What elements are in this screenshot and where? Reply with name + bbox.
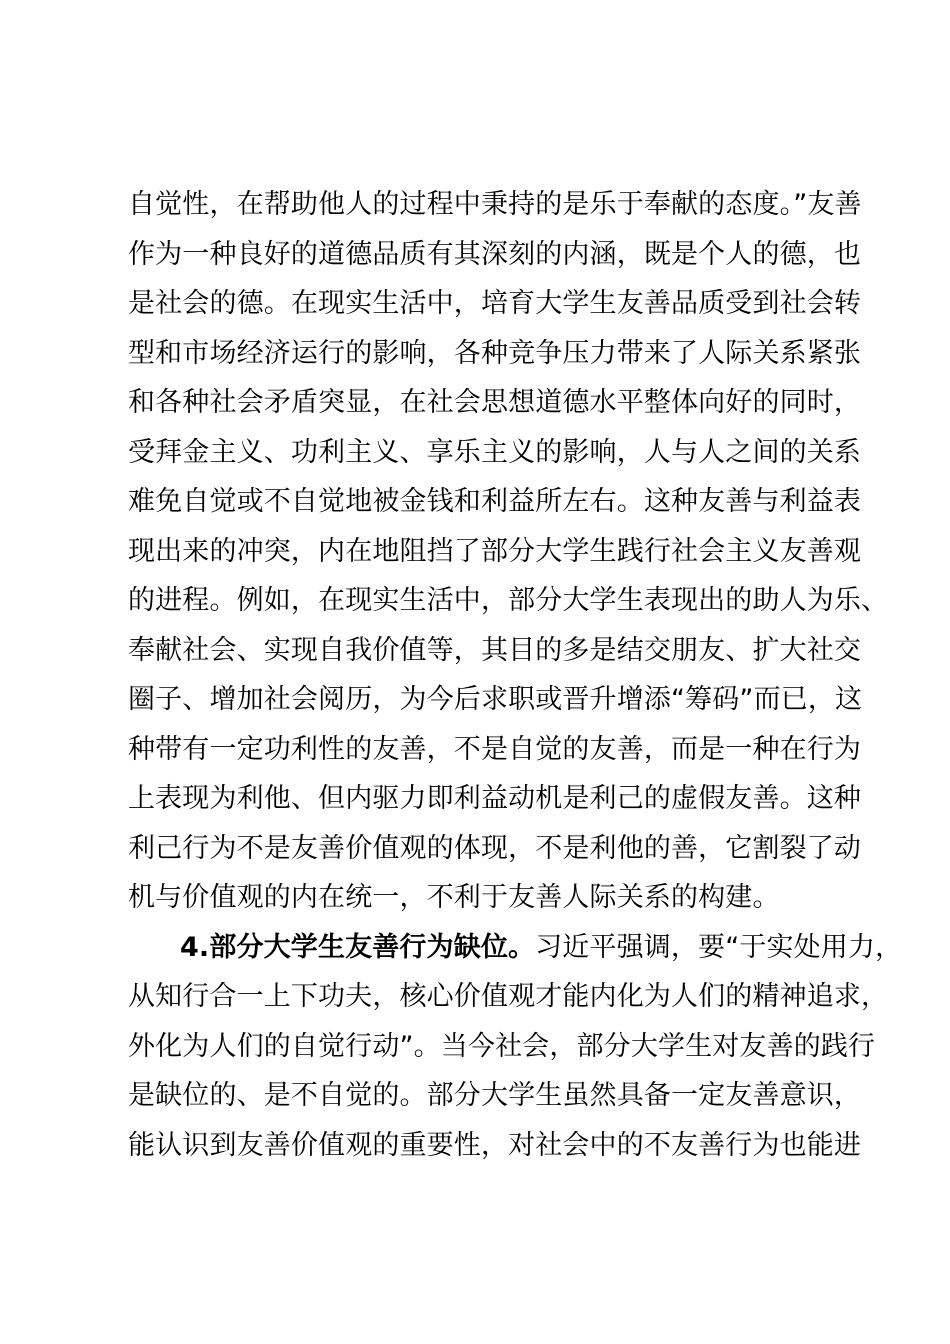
text-line: 难免自觉或不自觉地被金钱和利益所左右。这种友善与利益表 bbox=[128, 486, 862, 517]
text-line: 种带有一定功利性的友善，不是自觉的友善，而是一种在行为 bbox=[128, 733, 862, 765]
text-line: 上表现为利他、但内驱力即利益动机是利己的虚假友善。这种 bbox=[128, 783, 862, 814]
paragraph-2 bbox=[128, 923, 903, 1171]
text-line: 奉献社会、实现自我价值等，其目的多是结交朋友、扩大社交 bbox=[128, 634, 862, 666]
section-heading: 4.部分大学生友善行为缺位。 bbox=[180, 931, 536, 963]
text-line: 和各种社会矛盾突显，在社会思想道德水平整体向好的同时， bbox=[128, 387, 862, 418]
text-line: 的进程。例如，在现实生活中，部分大学生表现出的助人为乐、 bbox=[128, 585, 889, 616]
text-line: 从知行合一上下功夫，核心价值观才能内化为人们的精神追求， bbox=[128, 981, 889, 1012]
heading-line-rest: 习近平强调，要“于实处用力， bbox=[535, 931, 903, 963]
text-line-first bbox=[128, 923, 903, 973]
text-line: 外化为人们的自觉行动”。当今社会，部分大学生对友善的践行 bbox=[128, 1030, 876, 1062]
text-line: 能认识到友善价值观的重要性，对社会中的不友善行为也能进 bbox=[128, 1129, 862, 1161]
text-line: 自觉性，在帮助他人的过程中秉持的是乐于奉献的态度。”友善 bbox=[128, 189, 862, 220]
text-line: 是缺位的、是不自觉的。部分大学生虽然具备一定友善意识， bbox=[128, 1080, 862, 1111]
body-text bbox=[128, 180, 903, 1170]
text-line: 机与价值观的内在统一，不利于友善人际关系的构建。 bbox=[128, 882, 780, 913]
text-line: 利己行为不是友善价值观的体现，不是利他的善，它割裂了动 bbox=[128, 832, 862, 864]
text-line: 是社会的德。在现实生活中，培育大学生友善品质受到社会转 bbox=[128, 288, 862, 319]
text-line: 作为一种良好的道德品质有其深刻的内涵，既是个人的德，也 bbox=[128, 238, 862, 270]
paragraph-1 bbox=[128, 180, 889, 923]
text-line: 受拜金主义、功利主义、享乐主义的影响，人与人之间的关系 bbox=[128, 436, 862, 468]
text-line: 现出来的冲突，内在地阻挡了部分大学生践行社会主义友善观 bbox=[128, 535, 862, 567]
text-line: 圈子、增加社会阅历，为今后求职或晋升增添“筹码”而已，这 bbox=[128, 684, 863, 715]
text-line: 型和市场经济运行的影响，各种竞争压力带来了人际关系紧张 bbox=[128, 337, 862, 369]
